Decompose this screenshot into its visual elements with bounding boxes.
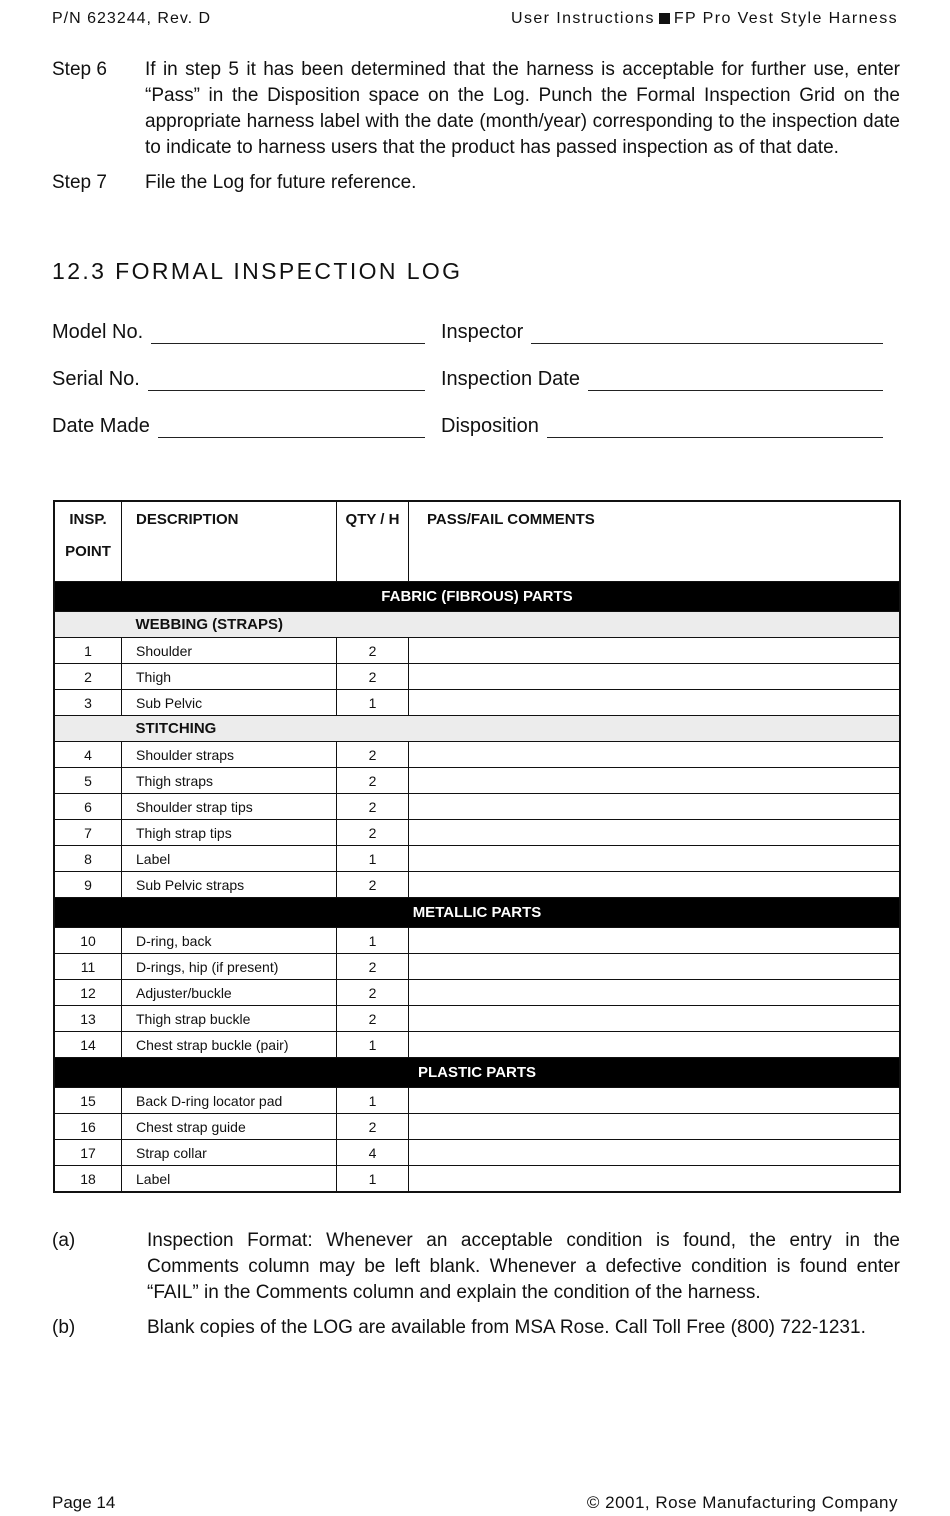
insp-point-cell: 4 — [54, 742, 122, 768]
step-text: File the Log for future reference. — [145, 172, 417, 193]
description-cell: Sub Pelvic — [122, 690, 337, 716]
inspection-log-table — [53, 500, 901, 1193]
qty-cell: 2 — [337, 954, 409, 980]
qty-cell: 2 — [337, 980, 409, 1006]
comments-cell[interactable] — [409, 1140, 901, 1166]
plastic-rows — [54, 1088, 900, 1193]
comments-cell[interactable] — [409, 928, 901, 954]
description-cell: Chest strap guide — [122, 1114, 337, 1140]
model-no-line[interactable] — [151, 323, 425, 344]
description-cell: Thigh — [122, 664, 337, 690]
page-number: Page 14 — [52, 1493, 116, 1512]
qty-cell: 1 — [337, 928, 409, 954]
section-title: 12.3 FORMAL INSPECTION LOG — [52, 258, 463, 284]
fabric-title: FABRIC (FIBROUS) PARTS — [54, 582, 900, 612]
steps-list — [52, 57, 900, 205]
comments-cell[interactable] — [409, 1032, 901, 1058]
note-label: (a) — [52, 1230, 76, 1251]
note-label: (b) — [52, 1317, 76, 1338]
insp-point-cell: 5 — [54, 768, 122, 794]
note-text: Blank copies of the LOG are available from MSA Rose. Call Toll Free (800) 722-1231. — [147, 1317, 866, 1338]
header-point: POINT — [65, 543, 111, 560]
table-row — [54, 1032, 900, 1058]
qty-cell: 2 — [337, 872, 409, 898]
step-6 — [52, 57, 900, 161]
disposition-line[interactable] — [547, 417, 883, 438]
date-made-label: Date Made — [52, 415, 150, 437]
model-no-field[interactable] — [52, 316, 425, 344]
insp-point-cell: 8 — [54, 846, 122, 872]
insp-point-cell: 18 — [54, 1166, 122, 1193]
insp-point-cell: 1 — [54, 638, 122, 664]
table-row — [54, 1166, 900, 1193]
doc-title-right: FP Pro Vest Style Harness — [673, 10, 898, 27]
table-row — [54, 1088, 900, 1114]
step-7 — [52, 170, 900, 196]
date-made-field[interactable] — [52, 410, 425, 438]
document-title — [511, 10, 898, 28]
qty-cell: 2 — [337, 1114, 409, 1140]
copyright: © 2001, Rose Manufacturing Company — [586, 1493, 898, 1512]
webbing-rows — [54, 638, 900, 716]
insp-point-cell: 3 — [54, 690, 122, 716]
part-number: P/N 623244, Rev. D — [52, 10, 212, 27]
comments-cell[interactable] — [409, 664, 901, 690]
table-row — [54, 664, 900, 690]
comments-cell[interactable] — [409, 846, 901, 872]
description-cell: Label — [122, 846, 337, 872]
model-no-label: Model No. — [52, 321, 144, 343]
inspector-label: Inspector — [441, 321, 524, 343]
table-row — [54, 690, 900, 716]
table-row — [54, 980, 900, 1006]
header-insp: INSP. — [69, 511, 107, 528]
stitching-rows — [54, 742, 900, 898]
qty-cell: 2 — [337, 664, 409, 690]
table-row — [54, 794, 900, 820]
description-cell: Adjuster/buckle — [122, 980, 337, 1006]
inspection-date-label: Inspection Date — [441, 368, 580, 390]
insp-point-cell: 7 — [54, 820, 122, 846]
insp-point-cell: 6 — [54, 794, 122, 820]
table-row — [54, 1114, 900, 1140]
description-cell: Thigh straps — [122, 768, 337, 794]
date-made-line[interactable] — [158, 417, 425, 438]
insp-point-cell: 12 — [54, 980, 122, 1006]
table-row — [54, 768, 900, 794]
table-row — [54, 1140, 900, 1166]
comments-cell[interactable] — [409, 1166, 901, 1193]
qty-cell: 1 — [337, 846, 409, 872]
header-insp-point — [54, 501, 122, 582]
square-bullet-icon — [659, 13, 670, 24]
subsection-row-stitching — [54, 716, 900, 742]
table-row — [54, 928, 900, 954]
comments-cell[interactable] — [409, 872, 901, 898]
metallic-title: METALLIC PARTS — [54, 898, 900, 928]
table-row — [54, 872, 900, 898]
table-row — [54, 846, 900, 872]
inspection-date-field[interactable] — [441, 363, 883, 391]
header-description: DESCRIPTION — [122, 501, 337, 582]
note-b — [52, 1315, 900, 1341]
comments-cell[interactable] — [409, 820, 901, 846]
disposition-field[interactable] — [441, 410, 883, 438]
step-text: If in step 5 it has been determined that the harness is acceptable for further use, enter “Pass” in the Disposition space on the Log. Punch the Formal Inspection Grid on the appropriate harness label with the date (month/year) corresponding to the inspection date to indicate to harness users that the product has passed inspection as of that date. — [145, 59, 900, 158]
comments-cell[interactable] — [409, 980, 901, 1006]
qty-cell: 1 — [337, 690, 409, 716]
insp-point-cell: 13 — [54, 1006, 122, 1032]
metallic-rows — [54, 928, 900, 1058]
insp-point-cell: 9 — [54, 872, 122, 898]
qty-cell: 1 — [337, 1166, 409, 1193]
disposition-label: Disposition — [441, 415, 539, 437]
description-cell: Thigh strap tips — [122, 820, 337, 846]
description-cell: Strap collar — [122, 1140, 337, 1166]
section-row-plastic — [54, 1058, 900, 1088]
table-row — [54, 638, 900, 664]
inspector-line[interactable] — [531, 323, 883, 344]
description-cell: Back D-ring locator pad — [122, 1088, 337, 1114]
serial-no-label: Serial No. — [52, 368, 140, 390]
comments-cell[interactable] — [409, 954, 901, 980]
qty-cell: 2 — [337, 638, 409, 664]
inspection-date-line[interactable] — [588, 370, 883, 391]
insp-point-cell: 10 — [54, 928, 122, 954]
description-cell: Thigh strap buckle — [122, 1006, 337, 1032]
insp-point-cell: 15 — [54, 1088, 122, 1114]
qty-cell: 2 — [337, 768, 409, 794]
section-row-fabric — [54, 582, 900, 612]
comments-cell[interactable] — [409, 1006, 901, 1032]
table-row — [54, 954, 900, 980]
comments-cell[interactable] — [409, 690, 901, 716]
qty-cell: 1 — [337, 1088, 409, 1114]
qty-cell: 1 — [337, 1032, 409, 1058]
qty-cell: 2 — [337, 820, 409, 846]
comments-cell[interactable] — [409, 638, 901, 664]
description-cell: Chest strap buckle (pair) — [122, 1032, 337, 1058]
description-cell: Shoulder straps — [122, 742, 337, 768]
note-a — [52, 1228, 900, 1306]
table-header-row — [54, 501, 900, 582]
description-cell: D-ring, back — [122, 928, 337, 954]
comments-cell[interactable] — [409, 1088, 901, 1114]
plastic-title: PLASTIC PARTS — [54, 1058, 900, 1088]
qty-cell: 2 — [337, 742, 409, 768]
comments-cell[interactable] — [409, 1114, 901, 1140]
comments-cell[interactable] — [409, 768, 901, 794]
comments-cell[interactable] — [409, 742, 901, 768]
header-qty: QTY / H — [337, 501, 409, 582]
step-label: Step 7 — [52, 172, 107, 193]
description-cell: Shoulder — [122, 638, 337, 664]
step-label: Step 6 — [52, 59, 107, 80]
qty-cell: 2 — [337, 794, 409, 820]
insp-point-cell: 14 — [54, 1032, 122, 1058]
table-row — [54, 742, 900, 768]
subsection-row-webbing — [54, 612, 900, 638]
table-row — [54, 820, 900, 846]
serial-no-line[interactable] — [148, 370, 425, 391]
notes-list — [52, 1228, 900, 1350]
insp-point-cell: 17 — [54, 1140, 122, 1166]
description-cell: D-rings, hip (if present) — [122, 954, 337, 980]
insp-point-cell: 2 — [54, 664, 122, 690]
inspector-field[interactable] — [441, 316, 883, 344]
comments-cell[interactable] — [409, 794, 901, 820]
stitching-title: STITCHING — [122, 716, 901, 742]
description-cell: Shoulder strap tips — [122, 794, 337, 820]
webbing-title: WEBBING (STRAPS) — [122, 612, 901, 638]
description-cell: Sub Pelvic straps — [122, 872, 337, 898]
note-text: Inspection Format: Whenever an acceptable condition is found, the entry in the Comments column may be left blank. Whenever a defective condition is found enter “FAIL” in the Comments column and explain the condition of the harness. — [147, 1230, 900, 1303]
insp-point-cell: 11 — [54, 954, 122, 980]
description-cell: Label — [122, 1166, 337, 1193]
header-comments: PASS/FAIL COMMENTS — [409, 501, 901, 582]
table-row — [54, 1006, 900, 1032]
insp-point-cell: 16 — [54, 1114, 122, 1140]
section-row-metallic — [54, 898, 900, 928]
doc-title-left: User Instructions — [511, 10, 655, 27]
qty-cell: 4 — [337, 1140, 409, 1166]
qty-cell: 2 — [337, 1006, 409, 1032]
serial-no-field[interactable] — [52, 363, 425, 391]
